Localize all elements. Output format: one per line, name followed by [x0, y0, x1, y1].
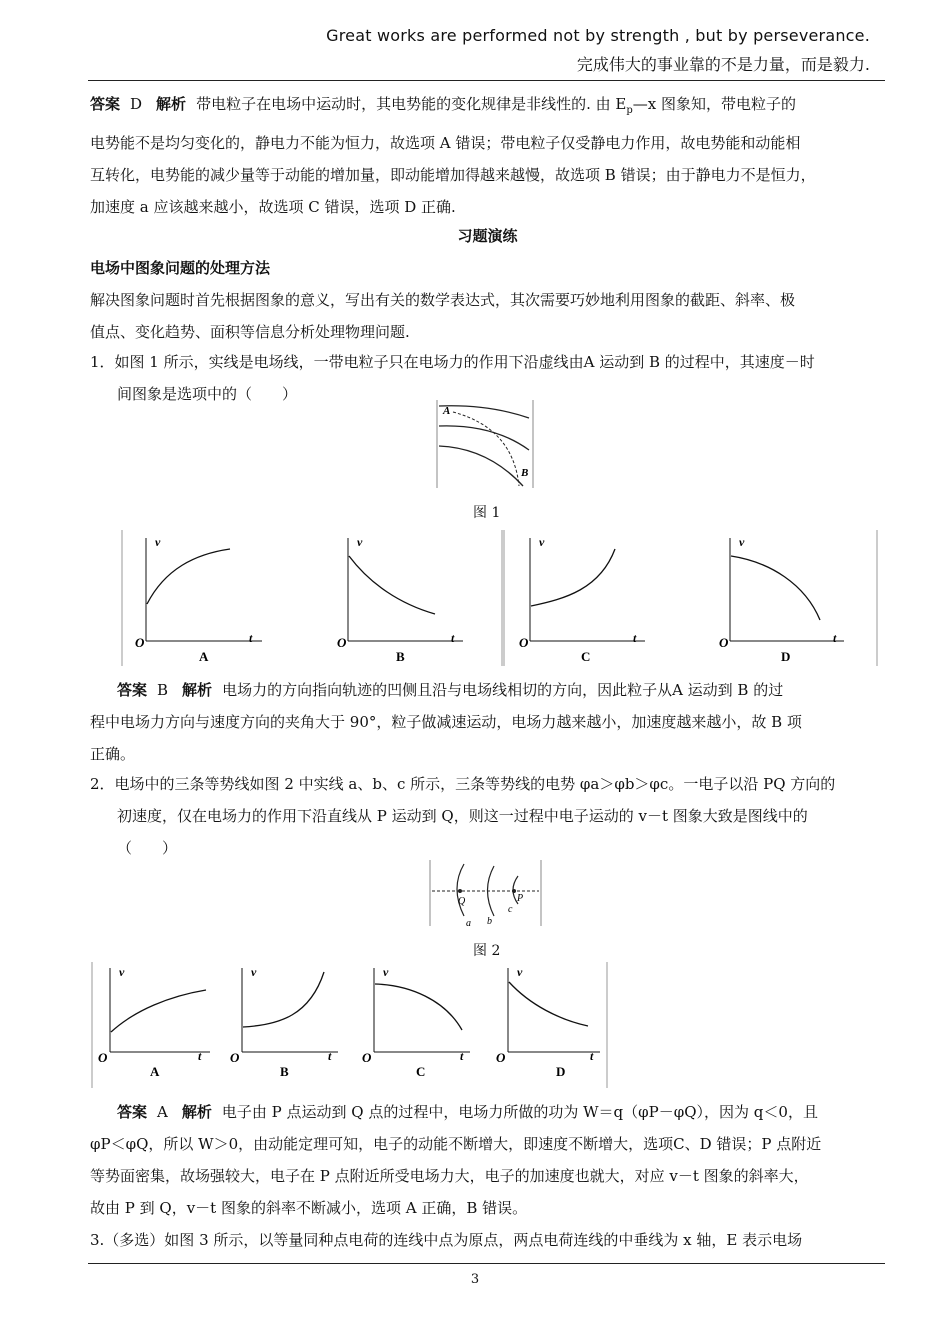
method-block — [90, 252, 885, 348]
axis-t-label: t — [328, 1049, 332, 1063]
answer-label: 答案 — [117, 681, 148, 699]
question-line: 1．如图 1 所示，实线是电场线，一带电粒子只在电场力的作用下沿虚线由A 运动到 B 的过程中，其速度－时 — [90, 353, 815, 371]
axis-v-label: v — [357, 535, 363, 549]
origin-label: O — [496, 1050, 506, 1065]
page-number: 3 — [470, 1272, 480, 1287]
figure-2-caption: 图 2 — [473, 943, 501, 959]
q2-graph-d — [496, 965, 600, 1079]
axis-t-label: t — [833, 631, 837, 645]
axis-v-label: v — [383, 965, 389, 979]
method-line: 解决图象问题时首先根据图象的意义，写出有关的数学表达式，其次需要巧妙地利用图象的截距、斜率、极 — [90, 291, 796, 309]
q2-graph-c — [362, 965, 470, 1079]
origin-label: O — [135, 635, 145, 650]
origin-label: O — [362, 1050, 372, 1065]
option-label-d: D — [781, 649, 791, 664]
header-motto-en: Great works are performed not by strength , but by perseverance. — [326, 26, 870, 45]
fig2-label-a: a — [466, 918, 471, 928]
fig2-label-c: c — [508, 904, 513, 915]
analysis-line: 故由 P 到 Q，v－t 图象的斜率不断减小，选项 A 正确，B 错误。 — [90, 1199, 528, 1217]
axis-t-label: t — [249, 631, 253, 645]
intro-answer — [90, 88, 885, 223]
fig2-label-p: P — [517, 893, 524, 904]
answer-value: D — [130, 95, 143, 113]
fig1-label-a: A — [443, 405, 451, 417]
answer-label: 答案 — [117, 1103, 148, 1121]
footer-rule — [88, 1263, 885, 1264]
origin-label: O — [337, 635, 347, 650]
question-line: 初速度，仅在电场力的作用下沿直线从 P 运动到 Q，则这一过程中电子运动的 v－t 图象大致是图线中的 — [117, 807, 808, 825]
analysis-line: φP＜φQ，所以 W＞0，由动能定理可知，电子的动能不断增大，即速度不断增大，选项C、D 错误；P 点附近 — [90, 1135, 822, 1153]
intro-line: 互转化，电势能的减少量等于动能的增加量，即动能增加得越来越慢，故选项 B 错误；由于静电力不是恒力， — [90, 166, 816, 184]
option-label-a: A — [150, 1064, 160, 1079]
analysis-label: 解析 — [156, 95, 187, 113]
axis-v-label: v — [251, 965, 257, 979]
intro-line: 带电粒子在电场中运动时，其电势能的变化规律是非线性的. 由 E — [196, 95, 627, 113]
answer-label: 答案 — [90, 95, 121, 113]
header-motto-zh: 完成伟大的事业靠的不是力量，而是毅力. — [576, 55, 870, 74]
q1-option-graphs — [120, 524, 880, 670]
question-3 — [90, 1224, 885, 1256]
section-title: 习题演练 — [457, 227, 518, 245]
q2-option-graphs — [90, 960, 610, 1090]
figure-1-caption: 图 1 — [473, 505, 501, 521]
figure-2 — [428, 858, 544, 928]
figure-1 — [433, 398, 537, 490]
question-line: （ ） — [117, 839, 178, 857]
axis-v-label: v — [539, 535, 545, 549]
axis-v-label: v — [119, 965, 125, 979]
question-line: 间图象是选项中的（ ） — [117, 385, 298, 403]
fig2-label-b: b — [487, 916, 492, 927]
q2-answer — [90, 1096, 885, 1224]
answer-value: A — [157, 1103, 168, 1121]
axis-v-label: v — [517, 965, 523, 979]
question-line: 2．电场中的三条等势线如图 2 中实线 a、b、c 所示，三条等势线的电势 φa＞φb＞φc。一电子以沿 PQ 方向的 — [90, 775, 836, 793]
intro-line: —x 图象知，带电粒子的 — [632, 95, 796, 113]
q1-answer — [90, 674, 885, 770]
answer-value: B — [157, 681, 169, 699]
analysis-label: 解析 — [181, 1103, 212, 1121]
question-2 — [90, 768, 885, 864]
intro-subscript: p — [626, 105, 633, 116]
origin-label: O — [719, 635, 729, 650]
header-rule — [88, 80, 885, 81]
analysis-line: 程中电场力方向与速度方向的夹角大于 90°，粒子做减速运动，电场力越来越小，加速度越来越小，故 B 项 — [90, 713, 802, 731]
method-line: 值点、变化趋势、面积等信息分析处理物理问题. — [90, 323, 410, 341]
analysis-line: 电子由 P 点运动到 Q 点的过程中，电场力所做的功为 W＝q（φP－φQ），因为 q＜0，且 — [221, 1103, 818, 1121]
axis-v-label: v — [155, 535, 161, 549]
analysis-label: 解析 — [182, 681, 213, 699]
q1-graph-c — [519, 535, 645, 664]
analysis-line: 等势面密集，故场强较大，电子在 P 点附近所受电场力大，电子的加速度也就大，对应 v－t 图象的斜率大， — [90, 1167, 809, 1185]
axis-t-label: t — [633, 631, 637, 645]
axis-t-label: t — [460, 1049, 464, 1063]
axis-t-label: t — [451, 631, 455, 645]
intro-line: 电势能不是均匀变化的，静电力不能为恒力，故选项 A 错误；带电粒子仅受静电力作用，故电势能和动能相 — [90, 134, 801, 152]
axis-v-label: v — [739, 535, 745, 549]
fig1-label-b: B — [521, 467, 529, 479]
origin-label: O — [519, 635, 529, 650]
intro-line: 加速度 a 应该越来越小，故选项 C 错误，选项 D 正确. — [90, 198, 456, 216]
option-label-c: C — [416, 1064, 426, 1079]
question-line: 3.（多选）如图 3 所示，以等量同种点电荷的连线中点为原点，两点电荷连线的中垂线为 x 轴，E 表示电场 — [90, 1231, 803, 1249]
method-title: 电场中图象问题的处理方法 — [90, 259, 271, 277]
q1-graph-d — [719, 535, 844, 664]
q2-graph-a — [98, 965, 210, 1079]
q1-graph-a — [135, 535, 262, 664]
q1-graph-b — [337, 535, 463, 664]
option-label-b: B — [396, 649, 405, 664]
analysis-line: 正确。 — [90, 745, 136, 763]
option-label-c: C — [581, 649, 591, 664]
option-label-b: B — [280, 1064, 289, 1079]
axis-t-label: t — [590, 1049, 594, 1063]
q2-graph-b — [230, 965, 338, 1079]
origin-label: O — [98, 1050, 108, 1065]
axis-t-label: t — [198, 1049, 202, 1063]
analysis-line: 电场力的方向指向轨迹的凹侧且沿与电场线相切的方向，因此粒子从A 运动到 B 的过 — [222, 681, 784, 699]
origin-label: O — [230, 1050, 240, 1065]
option-label-d: D — [556, 1064, 566, 1079]
fig2-label-q: Q — [458, 896, 466, 907]
option-label-a: A — [199, 649, 209, 664]
